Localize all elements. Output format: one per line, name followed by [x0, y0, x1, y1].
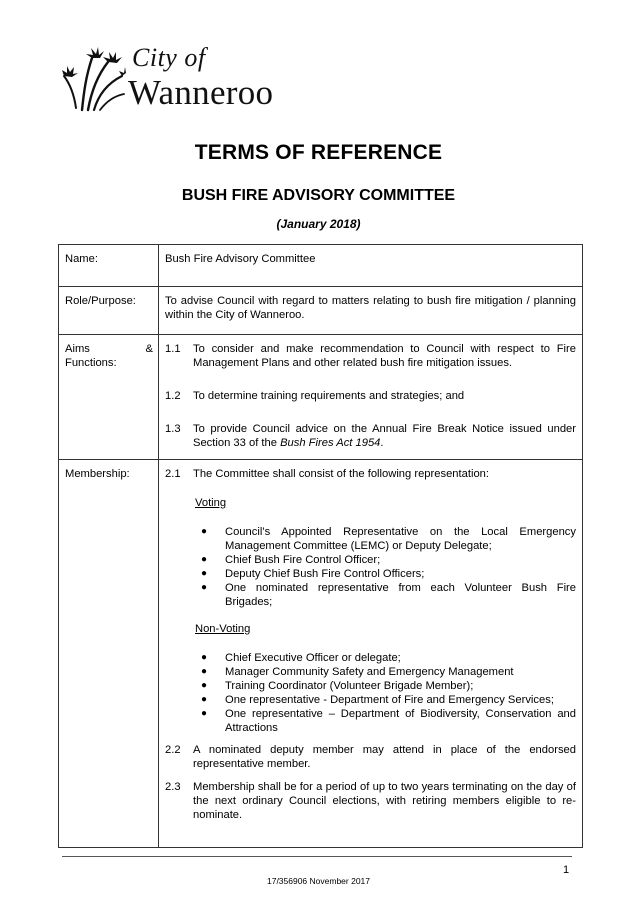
- aims-item-1-text: To consider and make recommendation to Council with respect to Fire Management Plans and other related bush fire mitigation issues.: [193, 343, 576, 369]
- membership-item-3-text: Membership shall be for a period of up to two years terminating on the day of the next ordinary Council elections, with retiring members eligible to re-nominate.: [193, 781, 576, 821]
- bullet-icon: ●: [201, 568, 208, 579]
- membership-value-cell: [159, 460, 583, 848]
- bullet-icon: ●: [201, 680, 208, 691]
- page-number: 1: [563, 864, 570, 876]
- aims-item-3-text: To provide Council advice on the Annual Fire Break Notice issued under Section 33 of the: [193, 423, 576, 449]
- voting-heading: Voting: [195, 497, 227, 509]
- kangaroo-paw-logo-icon: [62, 46, 126, 112]
- list-item: ● Chief Executive Officer or delegate;: [195, 651, 576, 665]
- role-value-cell: [159, 287, 583, 335]
- membership-item-3: [165, 780, 576, 822]
- non-voting-list: [165, 651, 576, 735]
- list-item: ● One nominated representative from each Volunteer Bush Fire Brigades;: [195, 581, 576, 609]
- document-title: TERMS OF REFERENCE: [194, 141, 443, 164]
- role-value: To advise Council with regard to matters relating to bush fire mitigation / planning within the City of Wanneroo.: [165, 295, 576, 321]
- list-item: ● One representative - Department of Fire and Emergency Services;: [195, 693, 576, 707]
- name-label-cell: [59, 245, 159, 287]
- bullet-icon: ●: [201, 526, 208, 537]
- footer-reference: 17/356906 November 2017: [266, 876, 371, 886]
- table-row-aims: [59, 335, 583, 460]
- aims-label-functions: Functions:: [65, 357, 117, 369]
- list-item: ● One representative – Department of Biodiversity, Conservation and Attractions: [195, 707, 576, 735]
- aims-item-3: [165, 422, 576, 450]
- aims-label-aims: Aims: [65, 343, 90, 355]
- aims-item-1: [165, 342, 576, 370]
- aims-item-2-number: 1.2: [165, 390, 181, 402]
- aims-label-ampersand: &: [145, 343, 153, 355]
- table-row-role: [59, 287, 583, 335]
- role-label: Role/Purpose:: [65, 295, 136, 307]
- membership-item-1-text: The Committee shall consist of the following representation:: [193, 468, 489, 480]
- bullet-icon: ●: [201, 666, 208, 677]
- bullet-icon: ●: [201, 582, 208, 593]
- list-item: ● Training Coordinator (Volunteer Brigade Member);: [195, 679, 576, 693]
- aims-item-3-number: 1.3: [165, 423, 181, 435]
- aims-label-cell: [59, 335, 159, 460]
- terms-table: [58, 244, 583, 848]
- aims-item-2-text: To determine training requirements and strategies; and: [193, 390, 465, 402]
- act-title: Bush Fires Act 1954: [280, 437, 381, 449]
- aims-item-3-tail: .: [380, 437, 384, 449]
- membership-label-cell: [59, 460, 159, 848]
- membership-item-1-number: 2.1: [165, 468, 181, 480]
- list-item: ● Chief Bush Fire Control Officer;: [195, 553, 576, 567]
- list-item: ● Council’s Appointed Representative on the Local Emergency Management Committee (LEMC) or Deputy Delegate;: [195, 525, 576, 553]
- membership-item-2-text: A nominated deputy member may attend in place of the endorsed representative member.: [193, 744, 576, 770]
- membership-item-2: [165, 743, 576, 771]
- aims-value-cell: [159, 335, 583, 460]
- aims-item-1-number: 1.1: [165, 343, 181, 355]
- bullet-icon: ●: [201, 652, 208, 663]
- voting-list: [165, 525, 576, 609]
- membership-label: Membership:: [65, 468, 130, 480]
- aims-item-2: [165, 389, 576, 403]
- non-voting-heading: Non-Voting: [195, 623, 251, 635]
- role-label-cell: [59, 287, 159, 335]
- document-date: (January 2018): [276, 217, 361, 231]
- city-logo: [62, 40, 302, 120]
- membership-item-1: [165, 467, 576, 481]
- bullet-icon: ●: [201, 694, 208, 705]
- logo-text-wanneroo: Wanneroo: [128, 73, 274, 112]
- name-label: Name:: [65, 253, 98, 265]
- name-value-cell: [159, 245, 583, 287]
- list-item: ● Manager Community Safety and Emergency Management: [195, 665, 576, 679]
- name-value: Bush Fire Advisory Committee: [165, 253, 316, 265]
- membership-item-2-number: 2.2: [165, 744, 181, 756]
- membership-item-3-number: 2.3: [165, 781, 181, 793]
- list-item: ● Deputy Chief Bush Fire Control Officers;: [195, 567, 576, 581]
- footer-divider: [62, 856, 572, 857]
- table-row-name: [59, 245, 583, 287]
- bullet-icon: ●: [201, 708, 208, 719]
- logo-text-city-of: City of: [132, 43, 206, 72]
- table-row-membership: [59, 460, 583, 848]
- document-subtitle: BUSH FIRE ADVISORY COMMITTEE: [181, 187, 456, 204]
- bullet-icon: ●: [201, 554, 208, 565]
